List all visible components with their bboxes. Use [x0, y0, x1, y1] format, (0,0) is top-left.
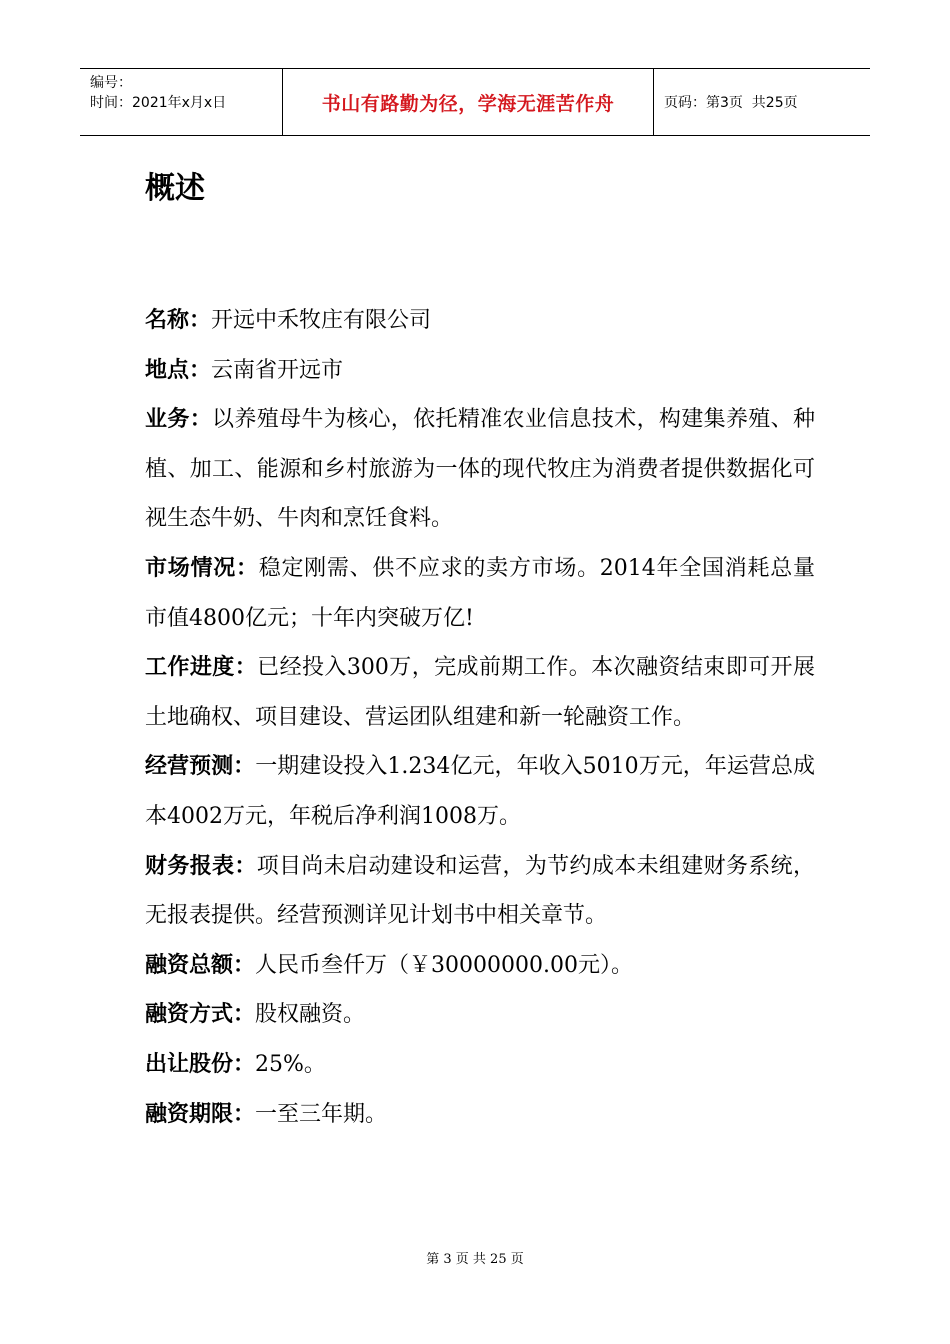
paragraph-text: 人民币叁仟万（￥30000000.00元）。: [255, 952, 633, 978]
paragraph-text: 一期建设投入1.234亿元，年收入5010万元，年运营总成本4002万元，年税后净利润1008万。: [145, 754, 815, 829]
paragraph-label: 财务报表：: [145, 853, 257, 879]
paragraph-label: 经营预测：: [145, 754, 256, 780]
paragraph-text: 一至三年期。: [255, 1101, 388, 1127]
paragraph-label: 融资方式：: [145, 1002, 256, 1028]
header-meta: [80, 69, 282, 135]
paragraph-text: 股权融资。: [255, 1002, 366, 1028]
paragraph-label: 市场情况：: [145, 555, 259, 581]
paragraph-financials: [145, 842, 815, 941]
document-number: 编号：: [90, 75, 132, 91]
page-title: 概述: [145, 171, 205, 206]
paragraph-label: 名称：: [145, 308, 212, 333]
paragraph-market: [145, 544, 815, 643]
paragraph-location: [145, 346, 815, 396]
document-date: 时间：2021年x月x日: [90, 95, 227, 111]
paragraph-funding-amount: [145, 941, 815, 991]
paragraph-label: 融资总额：: [145, 952, 256, 978]
paragraph-name: [145, 296, 815, 346]
paragraph-text: 稳定刚需、供不应求的卖方市场。2014年全国消耗总量市值4800亿元；十年内突破万亿!: [145, 555, 815, 631]
paragraph-text: 项目尚未启动建设和运营，为节约成本未组建财务系统，无报表提供。经营预测详见计划书中相关章节。: [145, 853, 815, 929]
paragraph-business: [145, 395, 815, 544]
paragraph-label: 出让股份：: [145, 1051, 256, 1077]
paragraph-funding-method: [145, 990, 815, 1040]
page-footer: 第 3 页 共 25 页: [426, 1252, 524, 1267]
paragraph-term: [145, 1090, 815, 1140]
paragraph-label: 工作进度：: [145, 655, 258, 681]
overview-body: [145, 296, 815, 1139]
paragraph-equity: [145, 1040, 815, 1090]
header-page-number: 页码：第3页 共25页: [664, 95, 798, 111]
paragraph-text: 25%。: [255, 1051, 326, 1077]
paragraph-label: 融资期限：: [145, 1101, 256, 1127]
page-header: [80, 68, 870, 136]
paragraph-text: 开远中禾牧庄有限公司: [211, 308, 432, 333]
paragraph-forecast: [145, 742, 815, 841]
paragraph-text: 已经投入300万，完成前期工作。本次融资结束即可开展土地确权、项目建设、营运团队组建和新一轮融资工作。: [145, 655, 815, 730]
paragraph-progress: [145, 643, 815, 742]
paragraph-text: 云南省开远市: [211, 357, 344, 383]
header-page-info: [654, 69, 870, 135]
header-motto: 书山有路勤为径，学海无涯苦作舟: [282, 69, 654, 135]
paragraph-label: 业务：: [145, 407, 213, 433]
paragraph-label: 地点：: [145, 357, 212, 383]
paragraph-text: 以养殖母牛为核心，依托精准农业信息技术，构建集养殖、种植、加工、能源和乡村旅游为一体的现代牧庄为消费者提供数据化可视生态牛奶、牛肉和烹饪食料。: [145, 407, 815, 532]
